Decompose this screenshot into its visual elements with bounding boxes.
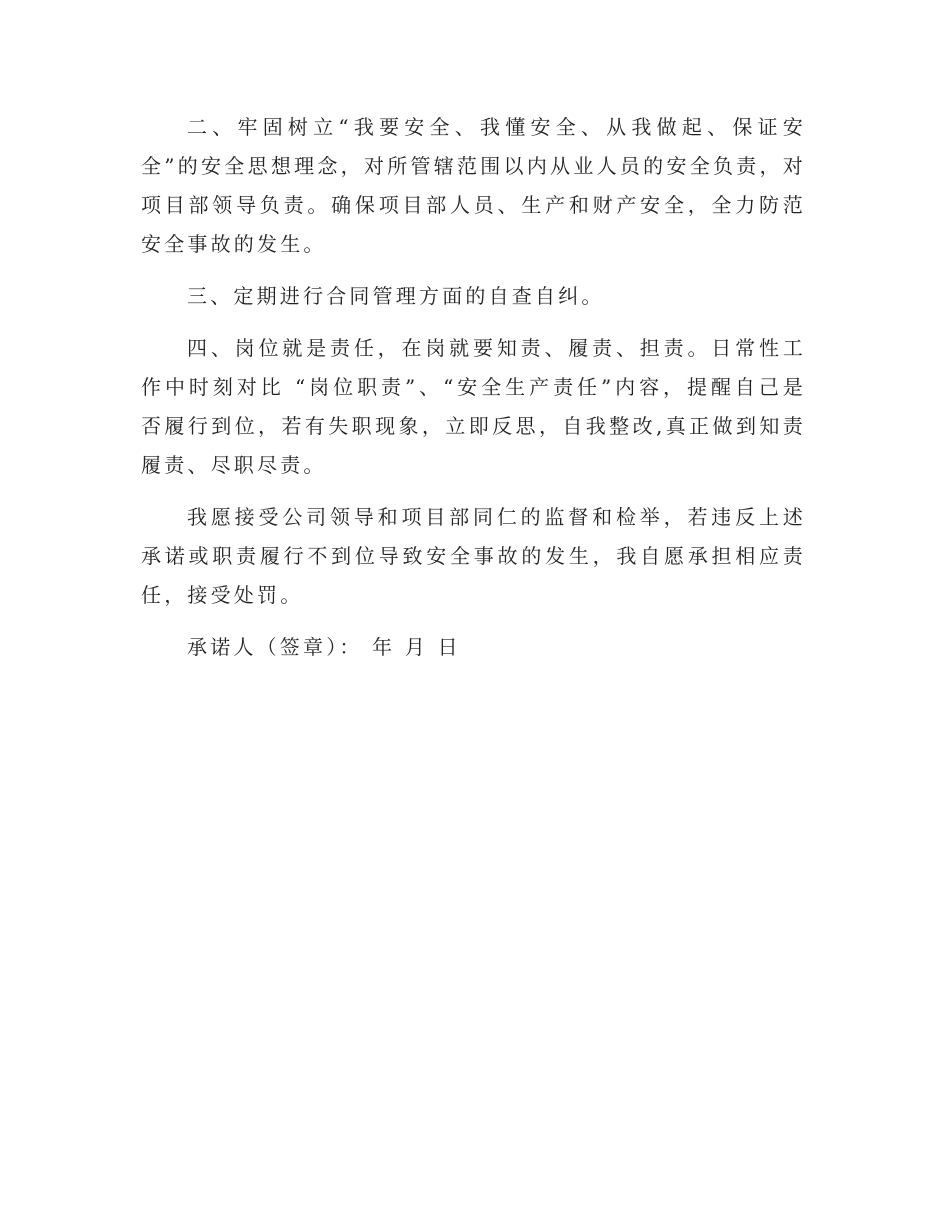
signature-line: 承诺人（签章）： 年 月 日 <box>187 635 461 659</box>
paragraph-acceptance: 我愿接受公司领导和项目部同仁的监督和检举，若违反上述承诺或职责履行不到位导致安全事故的发生，我自愿承担相应责任，接受处罚。 <box>141 505 806 607</box>
paragraph-item-two: 二、牢固树立“我要安全、我懂安全、从我做起、保证安全”的安全思想理念，对所管辖范围以内从业人员的安全负责，对项目部领导负责。确保项目部人员、生产和财产安全，全力防范安全事故的发生。 <box>141 115 806 256</box>
paragraph-item-four: 四、岗位就是责任，在岗就要知责、履责、担责。日常性工作中时刻对比 “岗位职责”、“安全生产责任”内容，提醒自己是否履行到位，若有失职现象，立即反思，自我整改,真正做到知责履责、尽职尽责。 <box>141 336 806 477</box>
paragraph-item-three: 三、定期进行合同管理方面的自查自纠。 <box>187 284 605 308</box>
document-body <box>141 108 806 667</box>
